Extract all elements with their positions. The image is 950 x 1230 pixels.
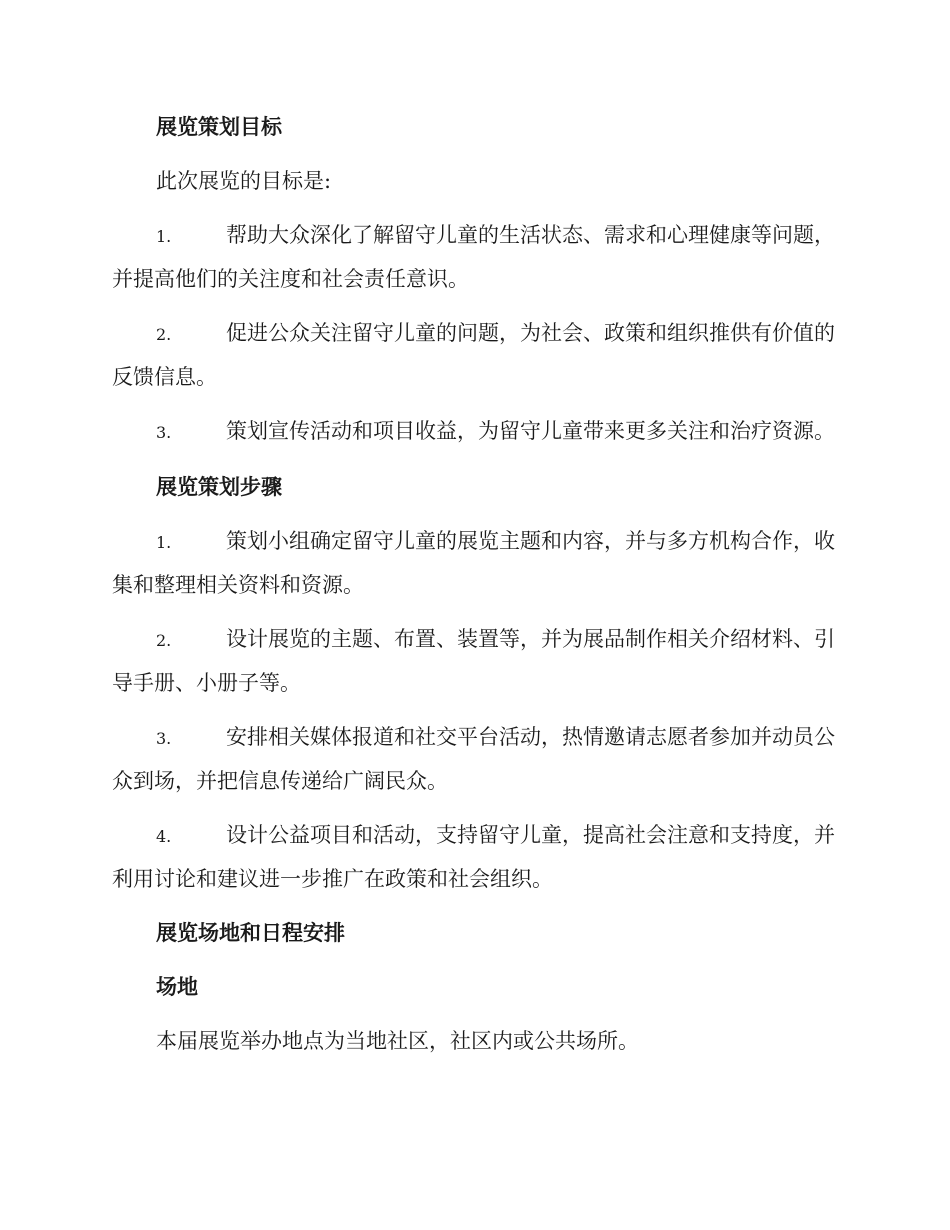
list-text: 设计公益项目和活动，支持留守儿童，提高社会注意和支持度，并利用讨论和建议进一步推广在政策和社会组织。 bbox=[112, 823, 835, 891]
list-text: 促进公众关注留守儿童的问题，为社会、政策和组织推供有价值的反馈信息。 bbox=[112, 321, 835, 389]
list-number: 4. bbox=[156, 827, 172, 846]
list-item bbox=[112, 814, 836, 900]
list-number: 3. bbox=[156, 729, 172, 748]
list-text: 策划小组确定留守儿童的展览主题和内容，并与多方机构合作，收集和整理相关资料和资源。 bbox=[112, 529, 835, 597]
list-number: 2. bbox=[156, 325, 172, 344]
list-text: 安排相关媒体报道和社交平台活动，热情邀请志愿者参加并动员公众到场，并把信息传递给广阔民众。 bbox=[112, 725, 835, 793]
subheading-venue: 场地 bbox=[156, 974, 198, 999]
document-page bbox=[112, 106, 836, 1074]
list-text: 设计展览的主题、布置、装置等，并为展品制作相关介绍材料、引导手册、小册子等。 bbox=[112, 627, 835, 695]
section-heading-goals: 展览策划目标 bbox=[156, 114, 282, 139]
list-number: 1. bbox=[156, 227, 172, 246]
list-number: 1. bbox=[156, 533, 172, 552]
list-item bbox=[112, 312, 836, 398]
list-item bbox=[112, 410, 836, 454]
list-item bbox=[112, 716, 836, 802]
list-text: 帮助大众深化了解留守儿童的生活状态、需求和心理健康等问题，并提高他们的关注度和社会责任意识。 bbox=[112, 223, 835, 291]
list-number: 2. bbox=[156, 631, 172, 650]
section-heading-steps: 展览策划步骤 bbox=[156, 474, 282, 499]
goals-intro: 此次展览的目标是: bbox=[156, 169, 332, 193]
list-text: 策划宣传活动和项目收益，为留守儿童带来更多关注和治疗资源。 bbox=[226, 419, 835, 443]
section-heading-venue-schedule: 展览场地和日程安排 bbox=[156, 920, 345, 945]
list-item bbox=[112, 520, 836, 606]
list-number: 3. bbox=[156, 423, 172, 442]
list-item bbox=[112, 214, 836, 300]
list-item bbox=[112, 618, 836, 704]
venue-text: 本届展览举办地点为当地社区，社区内或公共场所。 bbox=[156, 1029, 639, 1053]
